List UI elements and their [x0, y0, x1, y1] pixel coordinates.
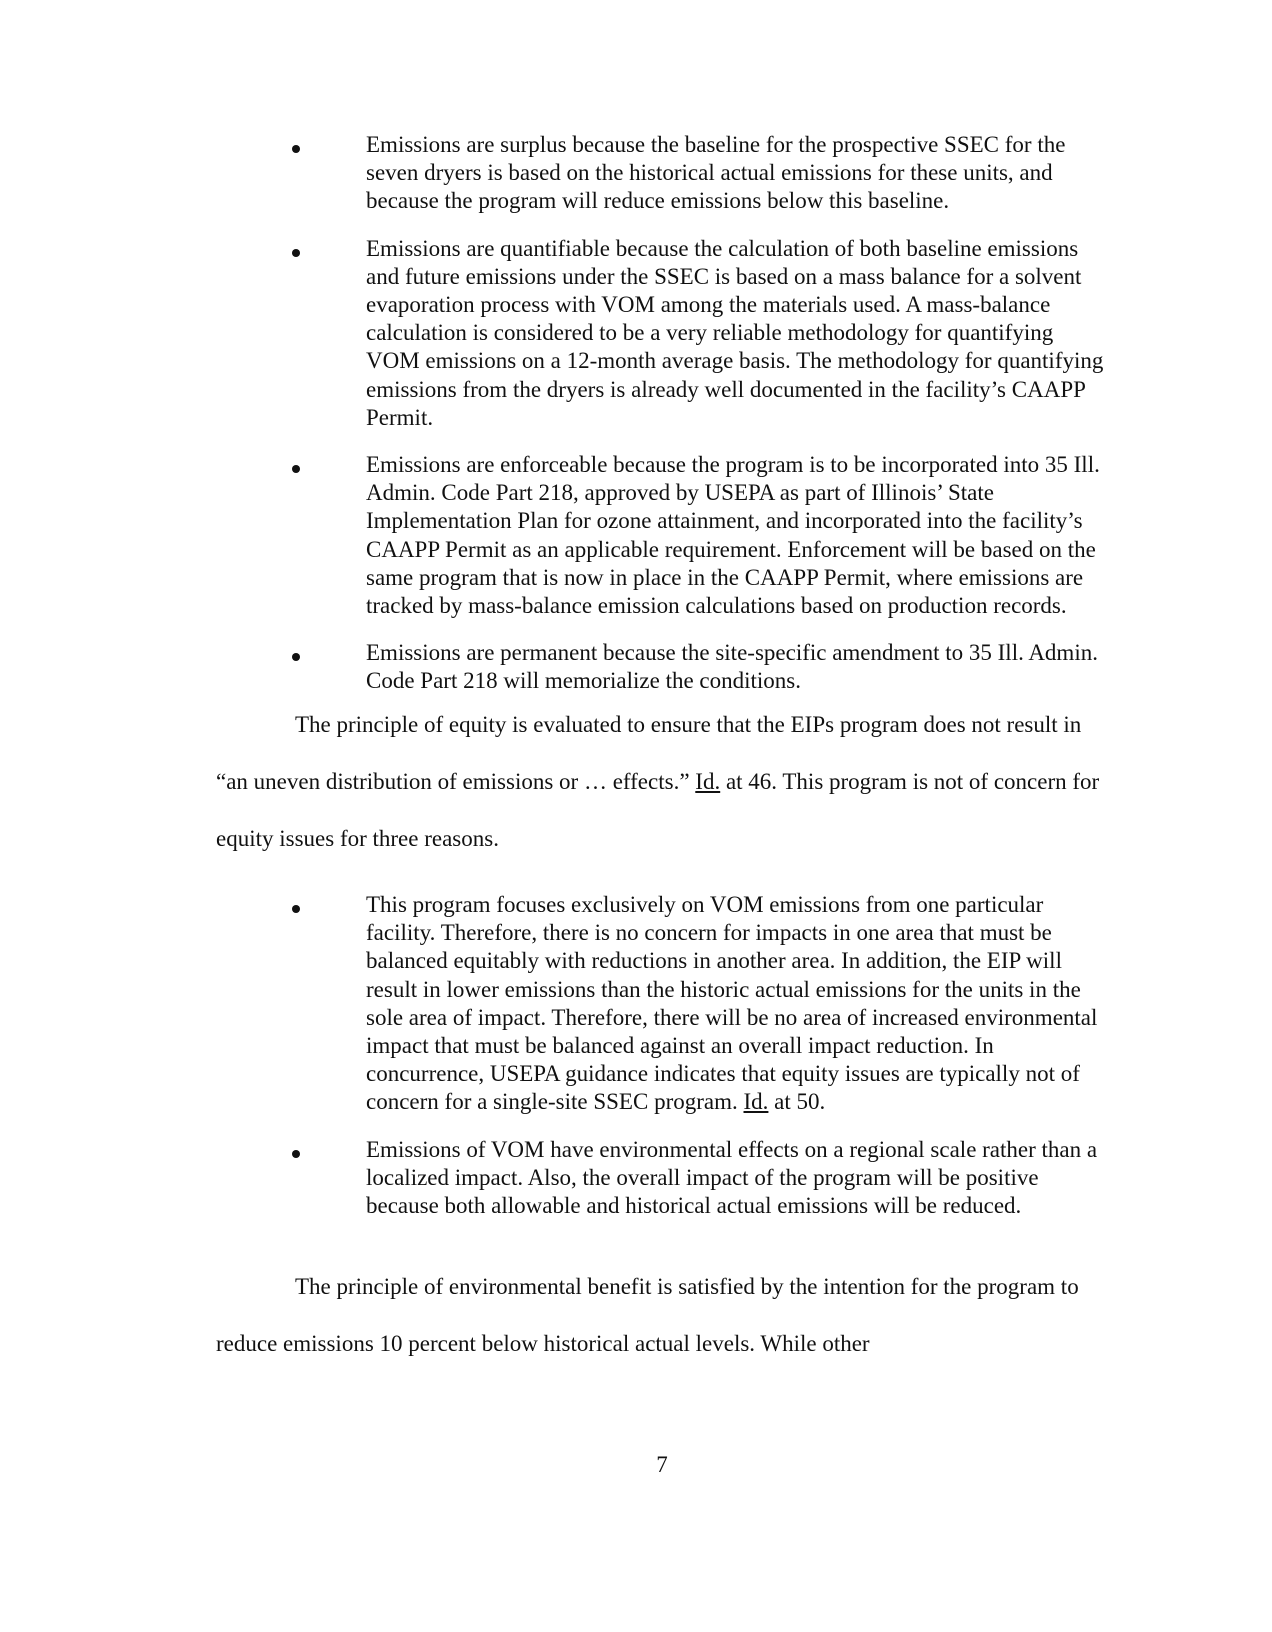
bullet-text: Emissions are permanent because the site-specific amendment to 35 Ill. Admin. Code Part 218 will memorialize the conditions.	[366, 640, 1098, 694]
bullet-text: Emissions of VOM have environmental effects on a regional scale rather than a localized impact. Also, the overall impact of the program will be positive because both allowable and historical actual emissions will be reduced.	[366, 1136, 1098, 1219]
paragraph-text: at 46. This program is not of concern for equity issues for three reasons.	[216, 769, 1100, 851]
bullet-dot-icon	[292, 145, 300, 153]
paragraph-environmental-benefit	[216, 1258, 1116, 1372]
paragraph-text: The principle of environmental benefit is satisfied by the intention for the program to reduce emissions 10 percent below historical actual levels. While other	[216, 1274, 1079, 1356]
bullet-item-regional-effects	[0, 1136, 1272, 1221]
paragraph-equity	[216, 696, 1116, 867]
bullet-text-main: This program focuses exclusively on VOM emissions from one particular facility. Therefore, there is no concern for impacts in one area that must be balanced equitably with reductions in another area. In addition, the EIP will result in lower emissions than the historic actual emissions for the units in the sole area of impact. Therefore, there will be no area of increased environmental impact that must be balanced against an overall impact reduction. In concurrence, USEPA guidance indicates that equity issues are typically not of concern for a single-site SSEC program.	[366, 892, 1098, 1115]
bullet-text	[366, 891, 1106, 1117]
bullet-dot-icon	[292, 905, 300, 913]
page-number: 7	[656, 1452, 668, 1477]
citation-id: Id.	[695, 769, 721, 794]
bullet-dot-icon	[292, 653, 300, 661]
bullet-list-criteria	[0, 131, 1272, 715]
bullet-text: Emissions are enforceable because the program is to be incorporated into 35 Ill. Admin. Code Part 218, approved by USEPA as part of Illinois’ State Implementation Plan for ozone attainment, and incorporated into the facility’s CAAPP Permit as an applicable requirement. Enforcement will be based on the same program that is now in place in the CAAPP Permit, where emissions are tracked by mass-balance emission calculations based on production records.	[366, 452, 1100, 619]
bullet-list-equity	[0, 891, 1272, 1239]
bullet-text: Emissions are quantifiable because the calculation of both baseline emissions and future emissions under the SSEC is based on a mass balance for a solvent evaporation process with VOM among the materials used. A mass-balance calculation is considered to be a very reliable methodology for quantifying VOM emissions on a 12-month average basis. The methodology for quantifying emissions from the dryers is already well documented in the facility’s CAAPP Permit.	[366, 235, 1104, 430]
citation-id: Id.	[743, 1089, 769, 1115]
bullet-dot-icon	[292, 465, 300, 473]
bullet-text: Emissions are surplus because the baseline for the prospective SSEC for the seven dryers is based on the historical actual emissions for these units, and because the program will reduce emissions below this baseline.	[366, 132, 1066, 214]
bullet-dot-icon	[292, 1150, 300, 1158]
paragraph-text: The principle of equity is evaluated to ensure that the EIPs program does not result in “an uneven distribution of emissions or … effects.”	[216, 712, 1082, 794]
bullet-item-permanent	[0, 639, 1272, 695]
bullet-item-surplus	[0, 131, 1272, 216]
bullet-item-single-facility	[0, 891, 1272, 1117]
bullet-dot-icon	[292, 249, 300, 257]
bullet-item-quantifiable	[0, 235, 1272, 432]
bullet-item-enforceable	[0, 451, 1272, 620]
bullet-text-tail: at 50.	[768, 1089, 826, 1115]
